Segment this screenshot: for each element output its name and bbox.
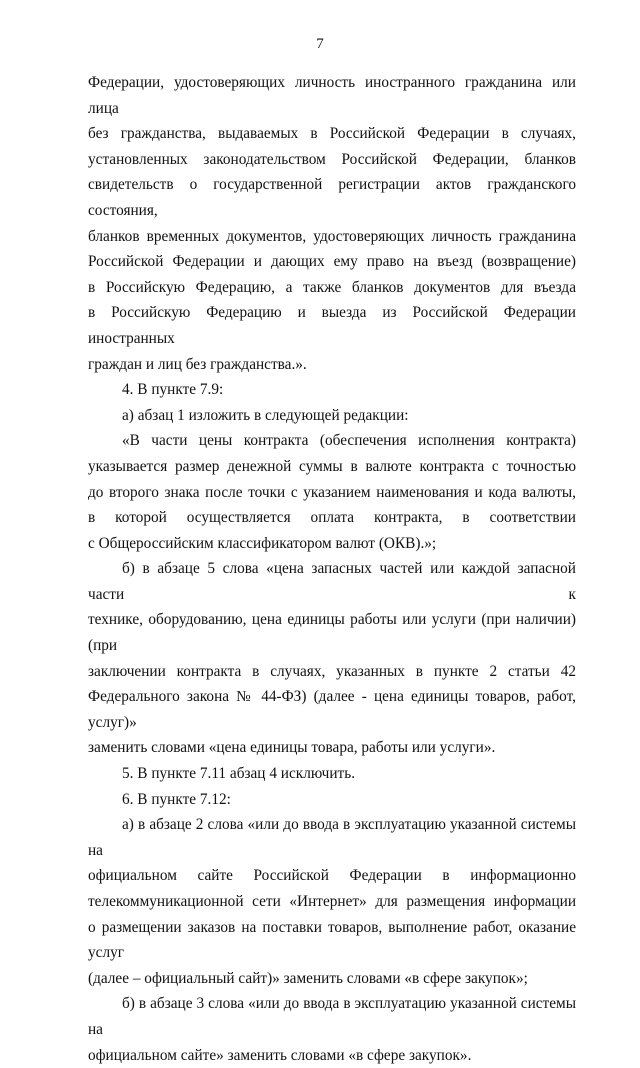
text-line: Федерации, удостоверяющих личность иностранного гражданина или лица (88, 74, 576, 117)
text-line: б) в абзаце 5 слова «цена запасных частей или каждой запасной части к (88, 560, 576, 603)
text-line: свидетельств о государственной регистрации актов гражданского состояния, (88, 176, 576, 219)
paragraph-item-6 (88, 787, 576, 813)
text-line: заменить словами «цена единицы товара, работы или услуги». (88, 739, 496, 757)
paragraph-item-5 (88, 761, 576, 787)
text-line: в Российскую Федерацию, а также бланков документов для въезда (88, 278, 576, 296)
document-body (88, 70, 576, 1068)
text-line: граждан и лиц без гражданства.». (88, 355, 307, 373)
text-line: Российской Федерации и дающих ему право на въезд (возвращение) (88, 253, 576, 271)
text-line: технике, оборудованию, цена единицы работы или услуги (при наличии) (при (88, 611, 576, 655)
text-line: б) в абзаце 3 слова «или до ввода в эксплуатацию указанной системы на (88, 995, 576, 1038)
paragraph-item-4 (88, 377, 576, 403)
text-line: без гражданства, выдаваемых в Российской Федерации в случаях, (88, 125, 576, 143)
text-line: заключении контракта в случаях, указанных в пункте 2 статьи 42 (88, 662, 576, 680)
text-line: официальном сайте» заменить словами «в сфере закупок». (88, 1046, 472, 1064)
text-line: указывается размер денежной суммы в валюте контракта с точностью (88, 457, 576, 475)
paragraph-quote-new-text (88, 428, 576, 556)
paragraph-item-4b (88, 556, 576, 761)
page-number: 7 (316, 36, 324, 52)
text-line: 6. В пункте 7.12: (122, 790, 231, 808)
text-line: в Российскую Федерацию и выезда из Российской Федерации иностранных (88, 304, 576, 347)
paragraph-item-4a (88, 403, 576, 429)
text-line: 4. В пункте 7.9: (122, 381, 224, 399)
text-line: «В части цены контракта (обеспечения исполнения контракта) (122, 432, 576, 450)
text-line: бланков временных документов, удостоверяющих личность гражданина (88, 227, 576, 245)
text-line: (далее – официальный сайт)» заменить словами «в сфере закупок»; (88, 969, 528, 987)
text-line: установленных законодательством Российской Федерации, бланков (88, 150, 576, 168)
paragraph-item-6b (88, 991, 576, 1068)
text-line: официальном сайте Российской Федерации в информационно (88, 867, 576, 885)
text-line: в которой осуществляется оплата контракта, в соответствии (88, 509, 576, 527)
paragraph-item-6a (88, 812, 576, 991)
text-line: до второго знака после точки с указанием наименования и кода валюты, (88, 483, 576, 501)
paragraph-continuation (88, 70, 576, 377)
text-line: а) абзац 1 изложить в следующей редакции: (122, 406, 409, 424)
text-line: с Общероссийским классификатором валют (ОКВ).»; (88, 534, 437, 552)
text-line: телекоммуникационной сети «Интернет» для размещения информации (88, 893, 576, 910)
text-line: о размещении заказов на поставки товаров, выполнение работ, оказание услуг (88, 918, 576, 962)
text-line: Федерального закона № 44-ФЗ) (далее - цена единицы товаров, работ, услуг)» (88, 688, 576, 731)
text-line: а) в абзаце 2 слова «или до ввода в эксплуатацию указанной системы на (88, 816, 576, 859)
text-line: 5. В пункте 7.11 абзац 4 исключить. (122, 765, 356, 783)
